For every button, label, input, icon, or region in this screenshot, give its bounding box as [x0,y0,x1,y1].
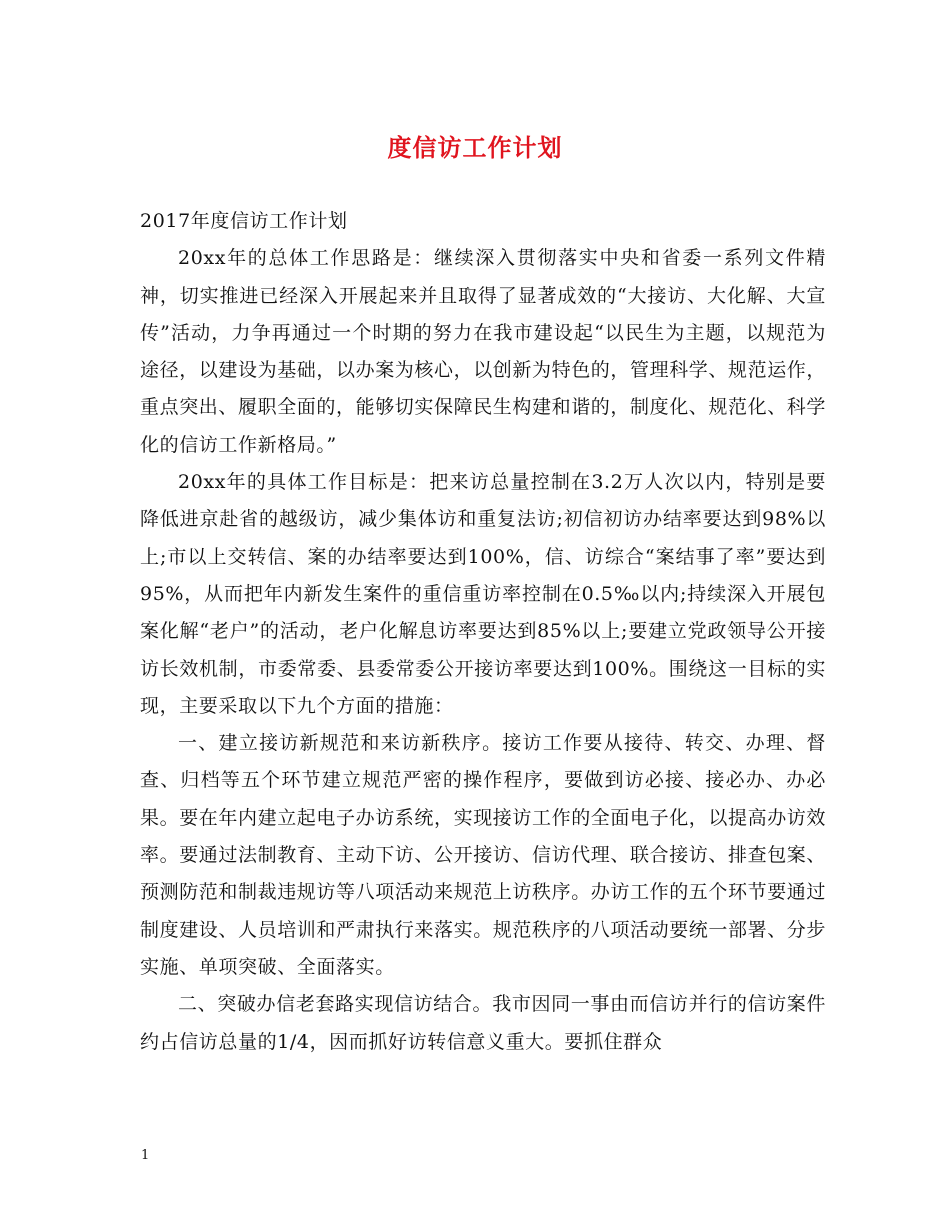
document-subtitle: 2017年度信访工作计划 [140,210,348,232]
paragraph-measure-two: 二、突破办信老套路实现信访结合。我市因同一事由而信访并行的信访案件约占信访总量的1/4，因而抓好访转信意义重大。要抓住群众 [140,993,826,1053]
page-number: 1 [141,1148,150,1163]
paragraph-specific-goals: 20xx年的具体工作目标是：把来访总量控制在3.2万人次以内，特别是要降低进京赴省的越级访，减少集体访和重复法访;初信初访办结率要达到98%以上;市以上交转信、案的办结率要达到100%，信、访综合“案结事了率”要达到95%，从而把年内新发生案件的重信重访率控制在0.5‰以内;持续深入开展包案化解“老户”的活动，老户化解息访率要达到85%以上;要建立党政领导公开接访长效机制，市委常委、县委常委公开接访率要达到100%。围绕这一目标的实现，主要采取以下九个方面的措施： [140,471,826,717]
paragraph-overall-approach: 20xx年的总体工作思路是：继续深入贯彻落实中央和省委一系列文件精神，切实推进已经深入开展起来并且取得了显著成效的“大接访、大化解、大宣传”活动，力争再通过一个时期的努力在我市建设起“以民生为主题，以规范为途径，以建设为基础，以办案为核心，以创新为特色的，管理科学、规范运作，重点突出、履职全面的，能够切实保障民生构建和谐的，制度化、规范化、科学化的信访工作新格局。” [140,247,827,456]
document-title: 度信访工作计划 [387,133,563,162]
document-body [140,203,826,1061]
paragraph-measure-one: 一、建立接访新规范和来访新秩序。接访工作要从接待、转交、办理、督查、归档等五个环节建立规范严密的操作程序，要做到访必接、接必办、办必果。要在年内建立起电子办访系统，实现接访工作的全面电子化，以提高办访效率。要通过法制教育、主动下访、公开接访、信访代理、联合接访、排查包案、预测防范和制裁违规访等八项活动来规范上访秩序。办访工作的五个环节要通过制度建设、人员培训和严肃执行来落实。规范秩序的八项活动要统一部署、分步实施、单项突破、全面落实。 [140,732,827,978]
